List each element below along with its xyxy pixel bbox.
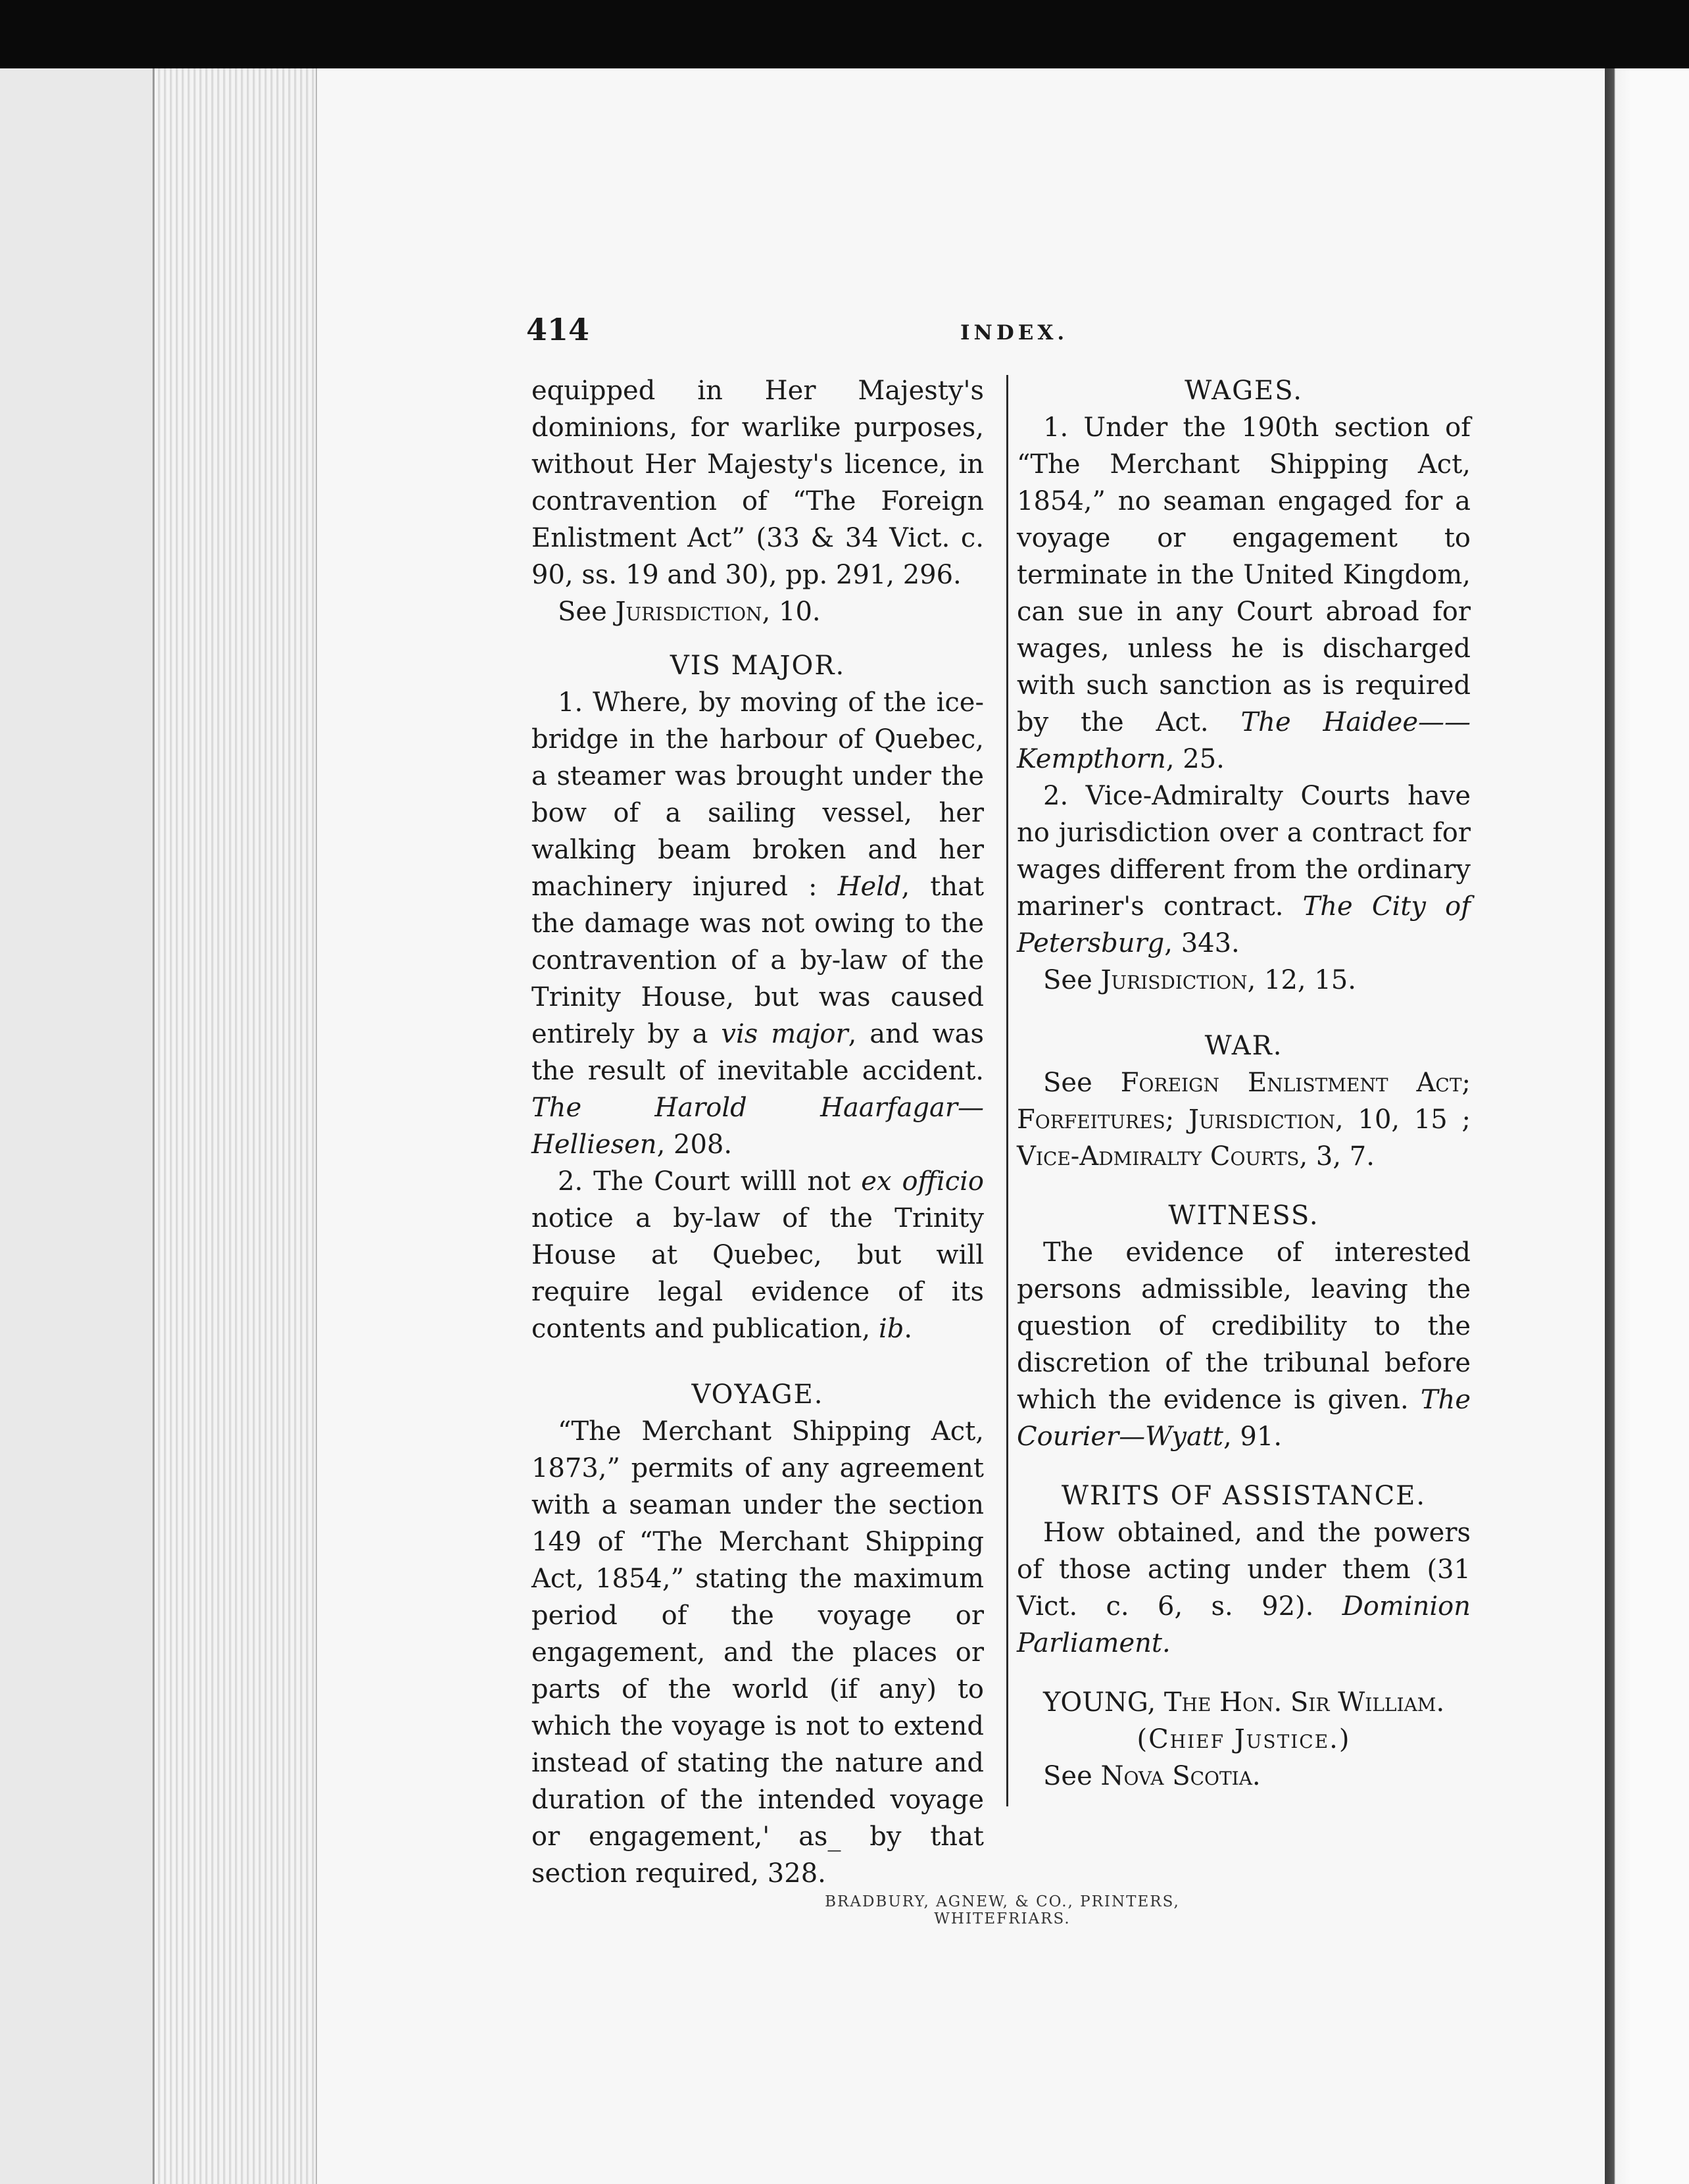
voyage-entry: “The Merchant Shipping Act, 1873,” permits of any agreement with a seaman under the section 149 of “The Merchant Shipping Act, 1854,” stating the maximum period of the voyage or engagement, and the places or parts of the world (if any) to which the voyage is not to extend instead of stating the nature and duration of the intended voyage or engagement,' as_ by that section required, 328.	[531, 1416, 984, 1889]
heading-voyage: VOYAGE.	[691, 1379, 824, 1410]
wages-see-reference: See Jurisdiction, 12, 15.	[1043, 965, 1356, 995]
heading-witness: WITNESS.	[1168, 1201, 1319, 1231]
book-page-edges	[153, 68, 318, 2184]
witness-entry: The evidence of interested persons admissible, leaving the question of credibility to the discretion of the tribunal before which the evidence is given. The Courier—Wyatt, 91.	[1017, 1237, 1471, 1452]
young-entry-role: (Chief Justice.)	[1137, 1724, 1351, 1754]
war-see-reference: See Foreign Enlistment Act; Forfeitures; Jurisdiction, 10, 15 ; Vice-Admiralty Courts, 3, 7.	[1017, 1068, 1471, 1172]
young-see-reference: See Nova Scotia.	[1043, 1761, 1261, 1791]
see-reference: See Jurisdiction, 10.	[558, 597, 821, 627]
page-number: 414	[526, 312, 590, 347]
printer-imprint: BRADBURY, AGNEW, & CO., PRINTERS, WHITEFRIARS.	[825, 1893, 1180, 1927]
right-column	[1017, 372, 1471, 1795]
running-title: INDEX.	[960, 321, 1069, 345]
vis-major-entry-1: 1. Where, by moving of the ice-bridge in the harbour of Quebec, a steamer was brought under the bow of a sailing vessel, her walking beam broken and her machinery injured : Held, that the damage was not owing to the contravention of a by-law of the Trinity House, but was caused entirely by a vis major, and was the result of inevitable accident. The Harold Haarfagar—Helliesen, 208.	[531, 687, 985, 1160]
wages-entry-2: 2. Vice-Admiralty Courts have no jurisdiction over a contract for wages different from the ordinary mariner's contract. The City of Petersburg, 343.	[1017, 781, 1471, 958]
book-right-edge	[1605, 68, 1689, 2184]
heading-vis-major: VIS MAJOR.	[670, 651, 846, 681]
left-column	[531, 372, 984, 1892]
vis-major-entry-2: 2. The Court willl not ex officio notice a by-law of the Trinity House at Quebec, but will require legal evidence of its contents and publication, ib.	[531, 1166, 985, 1344]
heading-wages: WAGES.	[1185, 376, 1303, 406]
continued-entry: equipped in Her Majesty's dominions, for warlike purposes, without Her Majesty's licence, in contravention of “The Foreign Enlistment Act” (33 & 34 Vict. c. 90, ss. 19 and 30), pp. 291, 296.	[531, 376, 984, 590]
young-entry-name: YOUNG, The Hon. Sir William.	[1043, 1687, 1445, 1718]
writs-entry: How obtained, and the powers of those acting under them (31 Vict. c. 6, s. 92). Dominion Parliament.	[1017, 1518, 1471, 1658]
column-divider	[1006, 375, 1008, 1806]
heading-writs-of-assistance: WRITS OF ASSISTANCE.	[1061, 1481, 1427, 1511]
running-header	[526, 312, 1494, 351]
scan-top-band	[0, 0, 1689, 68]
wages-entry-1: 1. Under the 190th section of “The Merchant Shipping Act, 1854,” no seaman engaged for a voyage or engagement to terminate in the United Kingdom, can sue in any Court abroad for wages, unless he is discharged with such sanction as is required by the Act. The Haidee——Kempthorn, 25.	[1017, 412, 1471, 774]
heading-war: WAR.	[1204, 1031, 1283, 1061]
